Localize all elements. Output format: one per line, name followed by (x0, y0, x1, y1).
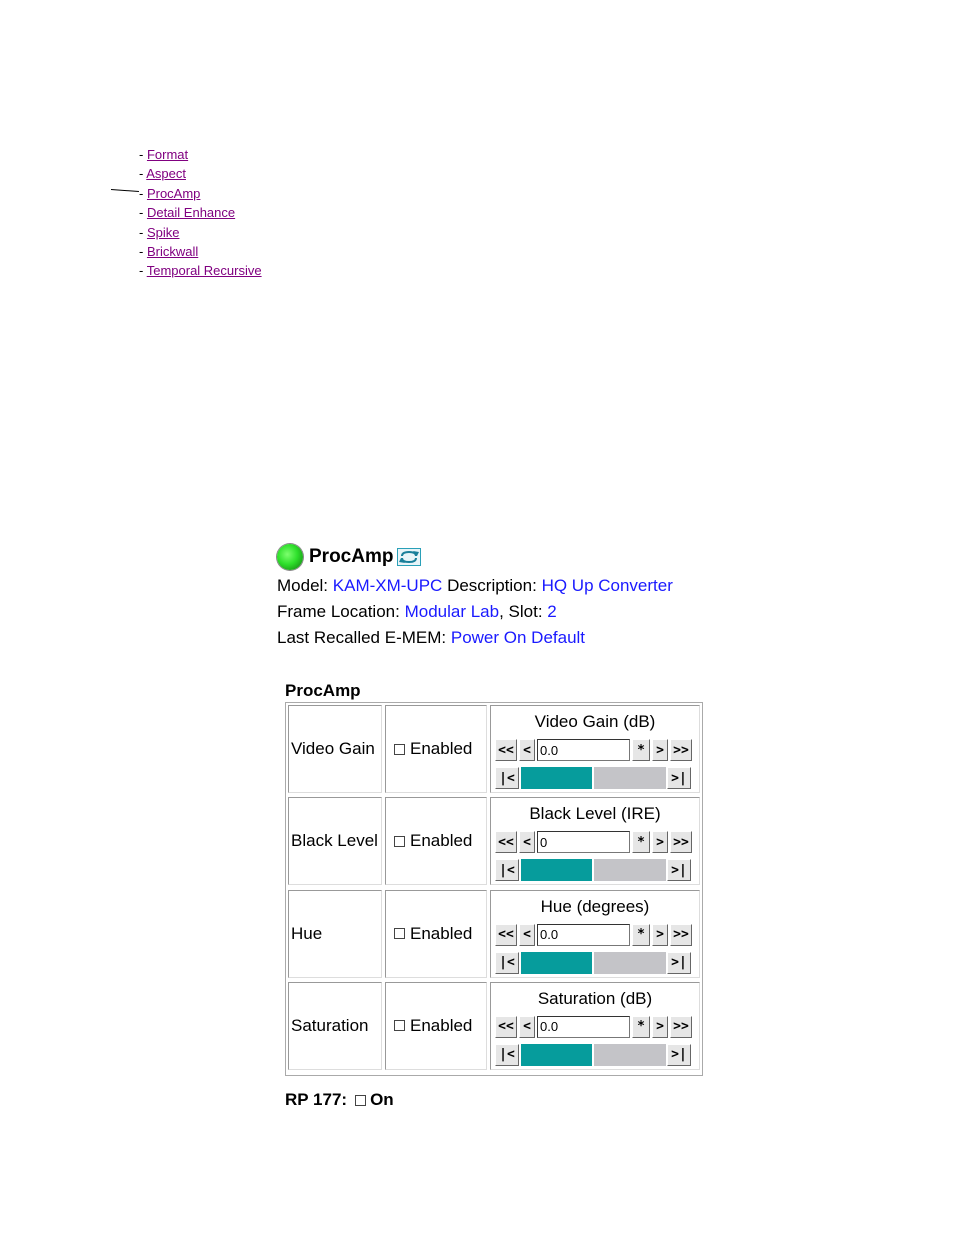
slider-track[interactable] (594, 859, 666, 881)
value-input-video-gain[interactable] (537, 739, 630, 761)
section-title: ProcAmp (285, 681, 361, 700)
default-button[interactable]: * (632, 924, 650, 946)
nav-link-spike[interactable]: Spike (146, 224, 180, 240)
callout-line (111, 189, 139, 192)
model-value: KAM-XM-UPC (332, 576, 443, 595)
enabled-checkbox-hue[interactable] (394, 928, 405, 939)
value-control-cell (490, 705, 700, 793)
control-name: Video Gain (291, 739, 375, 758)
nav-item-format: - Format (139, 147, 189, 162)
increment-button[interactable]: > (652, 831, 668, 853)
slider-track[interactable] (594, 952, 666, 974)
fast-increment-button[interactable]: >> (670, 831, 692, 853)
slot-value: 2 (547, 602, 557, 621)
module-header (277, 543, 673, 649)
decrement-button[interactable]: < (519, 1016, 535, 1038)
max-button[interactable]: >| (667, 1044, 691, 1066)
control-name-cell (288, 890, 382, 978)
decrement-button[interactable]: < (519, 924, 535, 946)
enabled-cell (385, 705, 487, 793)
value-input-saturation[interactable] (537, 1016, 630, 1038)
default-button[interactable]: * (632, 739, 650, 761)
min-button[interactable]: |< (495, 952, 519, 974)
value-control-cell (490, 982, 700, 1070)
max-button[interactable]: >| (667, 767, 691, 789)
fast-increment-button[interactable]: >> (670, 924, 692, 946)
increment-button[interactable]: > (652, 924, 668, 946)
decrement-button[interactable]: < (519, 831, 535, 853)
max-button[interactable]: >| (667, 952, 691, 974)
control-row-video-gain (288, 705, 702, 795)
procamp-table (285, 702, 703, 1076)
control-name-cell (288, 797, 382, 885)
rp177-checkbox[interactable] (355, 1095, 366, 1106)
rp177-label: RP 177: (285, 1090, 348, 1109)
enabled-label: Enabled (410, 1015, 473, 1035)
nav-link-temporal-recursive[interactable]: Temporal Recursive (146, 263, 262, 279)
fast-decrement-button[interactable]: << (495, 739, 517, 761)
enabled-cell (385, 890, 487, 978)
fast-decrement-button[interactable]: << (495, 831, 517, 853)
fast-decrement-button[interactable]: << (495, 1016, 517, 1038)
increment-button[interactable]: > (652, 739, 668, 761)
last-recalled-value: Power On Default (450, 628, 586, 647)
max-button[interactable]: >| (667, 859, 691, 881)
default-button[interactable]: * (632, 831, 650, 853)
nav-link-detail-enhance[interactable]: Detail Enhance (146, 205, 236, 221)
nav-item-spike: - Spike (139, 224, 180, 240)
rp177-option: On (370, 1090, 394, 1109)
status-led-icon (277, 544, 303, 570)
value-input-hue[interactable] (537, 924, 630, 946)
nav-link-aspect[interactable]: Aspect (146, 166, 186, 182)
control-row-saturation (288, 982, 702, 1072)
min-button[interactable]: |< (495, 859, 519, 881)
min-button[interactable]: |< (495, 1044, 519, 1066)
control-name-cell (288, 982, 382, 1070)
control-label: Video Gain (dB) (534, 712, 656, 731)
control-name: Black Level (291, 831, 378, 851)
slider-fill[interactable] (521, 859, 592, 881)
nav-item-brickwall: - Brickwall (139, 244, 199, 260)
slider-fill[interactable] (521, 767, 592, 789)
slider-track[interactable] (594, 1044, 666, 1066)
control-name: Saturation (291, 1015, 369, 1035)
frame-location-value: Modular Lab (404, 602, 500, 621)
description-value: HQ Up Converter (541, 576, 673, 595)
nav-link-procamp[interactable]: ProcAmp (146, 185, 201, 201)
enabled-checkbox-black-level[interactable] (394, 836, 405, 847)
fast-increment-button[interactable]: >> (670, 1016, 692, 1038)
page-title: ProcAmp (309, 546, 394, 567)
enabled-checkbox-video-gain[interactable] (394, 744, 405, 755)
min-button[interactable]: |< (495, 767, 519, 789)
enabled-label: Enabled (410, 923, 473, 943)
slider-track[interactable] (594, 767, 666, 789)
control-name-cell (288, 705, 382, 793)
fast-decrement-button[interactable]: << (495, 924, 517, 946)
enabled-label: Enabled (410, 831, 473, 851)
control-label: Hue (degrees) (540, 896, 650, 916)
control-label: Black Level (IRE) (529, 804, 661, 824)
enabled-checkbox-saturation[interactable] (394, 1020, 405, 1031)
control-name: Hue (291, 923, 323, 943)
model-row: Model: KAM-XM-UPC Description: HQ Up Converter (277, 576, 673, 595)
rp177-row (285, 1090, 394, 1110)
increment-button[interactable]: > (652, 1016, 668, 1038)
fast-increment-button[interactable]: >> (670, 739, 692, 761)
slider-fill[interactable] (521, 952, 592, 974)
nav-item-detail-enhance: - Detail Enhance (139, 205, 236, 221)
default-button[interactable]: * (632, 1016, 650, 1038)
enabled-label: Enabled (410, 739, 473, 758)
nav-link-brickwall[interactable]: Brickwall (146, 244, 199, 260)
nav-item-temporal-recursive: - Temporal Recursive (139, 263, 262, 279)
nav-link-format[interactable]: Format (146, 147, 189, 162)
nav-item-aspect: - Aspect (139, 166, 186, 182)
decrement-button[interactable]: < (519, 739, 535, 761)
nav-list (139, 145, 262, 281)
value-control-cell (490, 797, 700, 885)
control-row-hue (288, 890, 702, 980)
slider-fill[interactable] (521, 1044, 592, 1066)
refresh-icon[interactable] (397, 548, 421, 566)
last-recalled-row: Last Recalled E-MEM: Power On Default (277, 628, 586, 647)
control-row-black-level (288, 797, 702, 887)
enabled-cell (385, 982, 487, 1070)
value-input-black-level[interactable] (537, 831, 630, 853)
frame-location-row: Frame Location: Modular Lab, Slot: 2 (277, 602, 557, 621)
enabled-cell (385, 797, 487, 885)
nav-item-procamp: - ProcAmp (139, 185, 201, 201)
control-label: Saturation (dB) (537, 988, 653, 1008)
value-control-cell (490, 890, 700, 978)
